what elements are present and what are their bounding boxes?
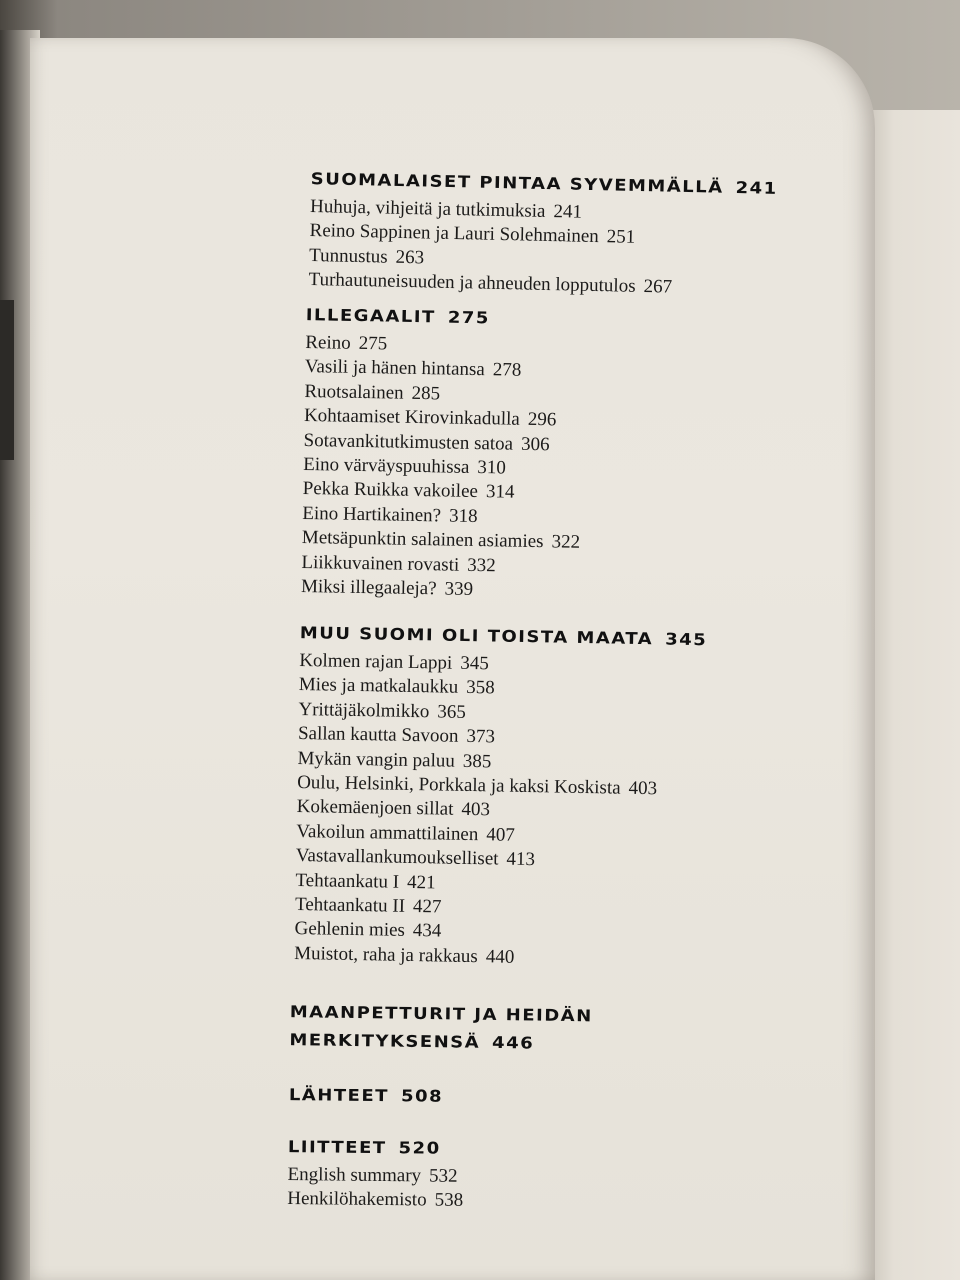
entry-page: 322 xyxy=(551,531,581,554)
entry-title: Huhuja, vihjeitä ja tutkimuksia xyxy=(309,195,546,222)
entry-title: Eino värväyspuuhissa xyxy=(302,454,470,478)
entry-page: 306 xyxy=(520,433,550,455)
entry-page: 434 xyxy=(412,920,442,942)
section-title: SUOMALAISET PINTAA SYVEMMÄLLÄ xyxy=(310,169,724,198)
entry-page: 310 xyxy=(477,457,507,479)
entry-page: 285 xyxy=(411,382,441,405)
entry-page: 427 xyxy=(412,896,442,918)
entry-page: 275 xyxy=(358,332,388,355)
entry-page: 365 xyxy=(437,701,466,723)
section-heading xyxy=(306,303,585,333)
entry-page: 251 xyxy=(606,226,636,249)
section-heading-line2 xyxy=(289,1028,592,1057)
entry-page: 403 xyxy=(461,799,491,821)
toc-entry xyxy=(287,1187,463,1213)
entry-page: 440 xyxy=(485,946,515,968)
section-page: 508 xyxy=(400,1086,444,1107)
entry-page: 421 xyxy=(406,871,436,894)
entry-title: Gehlenin mies xyxy=(294,918,406,942)
toc-section-maanpetturit xyxy=(289,1000,593,1060)
section-title: MERKITYKSENSÄ xyxy=(289,1030,481,1053)
entry-title: Mykän vangin paluu xyxy=(297,747,456,772)
section-heading xyxy=(300,621,708,653)
entry-title: Henkilöhakemisto xyxy=(287,1188,427,1211)
entry-page: 314 xyxy=(485,481,515,504)
section-page: 275 xyxy=(447,308,491,328)
entry-page: 339 xyxy=(444,578,474,601)
entry-page: 296 xyxy=(527,409,557,431)
entry-page: 263 xyxy=(395,246,425,269)
section-heading-line1: MAANPETTURIT JA HEIDÄN xyxy=(289,1002,593,1026)
toc-section-muu-suomi xyxy=(294,621,707,973)
entry-title: Tehtaankatu II xyxy=(294,894,406,917)
toc-section-suomalaiset xyxy=(308,167,778,302)
section-page: 241 xyxy=(735,178,778,199)
entry-title: Liikkuvainen rovasti xyxy=(301,551,460,576)
entry-title: Oulu, Helsinki, Porkkala ja kaksi Koskista xyxy=(296,772,621,799)
entry-title: Kokemäenjoen sillat xyxy=(296,796,454,821)
entry-page: 345 xyxy=(460,652,489,675)
toc-entry xyxy=(287,1163,463,1189)
entry-page: 332 xyxy=(467,554,496,577)
entry-page: 403 xyxy=(628,777,658,800)
section-heading xyxy=(289,1083,443,1110)
section-page: 520 xyxy=(398,1138,441,1159)
entry-title: Reino xyxy=(305,331,351,354)
entry-page: 538 xyxy=(434,1189,464,1212)
entry-title: Reino Sappinen ja Lauri Solehmainen xyxy=(309,220,599,248)
section-title: LIITTEET xyxy=(287,1137,387,1158)
entry-title: Sotavankitutkimusten satoa xyxy=(303,429,514,455)
entry-title: Pekka Ruikka vakoilee xyxy=(302,478,479,503)
entry-page: 278 xyxy=(492,359,522,382)
entry-page: 385 xyxy=(462,750,492,772)
toc-section-liitteet xyxy=(287,1135,464,1214)
entry-page: 267 xyxy=(643,276,673,298)
toc-section-illegaalit xyxy=(301,303,584,604)
entry-title: Ruotsalainen xyxy=(304,380,404,404)
entry-title: Tehtaankatu I xyxy=(295,869,400,893)
entry-title: Vasili ja hänen hintansa xyxy=(304,356,485,381)
entry-title: Mies ja matkalaukku xyxy=(298,674,459,699)
entry-title: Kolmen rajan Lappi xyxy=(299,649,453,674)
section-page: 446 xyxy=(491,1033,535,1054)
entry-title: Sallan kautta Savoon xyxy=(297,723,459,747)
entry-title: Muistot, raha ja rakkaus xyxy=(294,942,478,968)
entry-page: 358 xyxy=(466,677,495,699)
toc-section-lahteet xyxy=(289,1083,443,1113)
toc-entry xyxy=(301,575,580,604)
entry-title: Miksi illegaaleja? xyxy=(300,576,437,600)
section-title: MUU SUOMI OLI TOISTA MAATA xyxy=(299,623,654,649)
entry-title: English summary xyxy=(287,1163,422,1187)
entry-title: Turhautuneisuuden ja ahneuden lopputulos xyxy=(308,269,636,298)
entry-page: 407 xyxy=(486,824,516,846)
entry-title: Metsäpunktin salainen asiamies xyxy=(301,527,544,553)
section-heading xyxy=(288,1135,464,1162)
entry-title: Vastavallankumoukselliset xyxy=(295,845,499,870)
entry-title: Yrittäjäkolmikko xyxy=(298,698,430,723)
entry-page: 318 xyxy=(448,505,478,527)
entry-page: 413 xyxy=(506,848,536,871)
section-page: 345 xyxy=(664,630,708,650)
section-title: LÄHTEET xyxy=(288,1085,390,1106)
entry-page: 241 xyxy=(553,201,583,223)
section-title: ILLEGAALIT xyxy=(305,305,436,327)
entry-title: Kohtaamiset Kirovinkadulla xyxy=(303,405,520,430)
entry-title: Eino Hartikainen? xyxy=(302,502,442,527)
entry-title: Vakoilun ammattilainen xyxy=(296,820,479,845)
entry-page: 373 xyxy=(466,726,496,748)
entry-title: Tunnustus xyxy=(308,244,388,268)
entry-page: 532 xyxy=(428,1165,458,1187)
